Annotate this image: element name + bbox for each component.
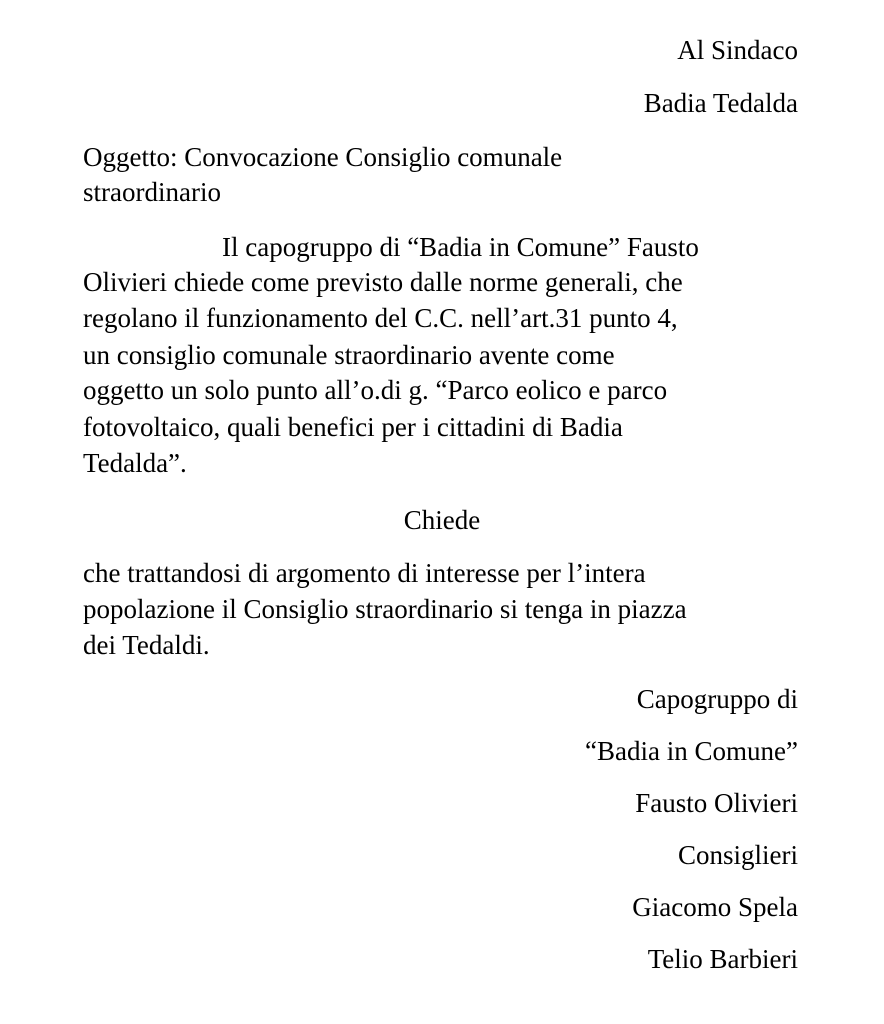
councillor-2: Telio Barbieri: [647, 944, 798, 974]
body-line-3: regolano il funzionamento del C.C. nell’art.31 punto 4,: [83, 303, 678, 333]
subject-line-2: straordinario: [83, 177, 221, 207]
request-line-2: popolazione il Consiglio straordinario si tenga in piazza: [83, 594, 687, 624]
councillor-1: Giacomo Spela: [632, 892, 798, 922]
body-line-7: Tedalda”.: [83, 448, 187, 478]
body-line-1: Il capogruppo di “Badia in Comune” Fausto: [222, 232, 699, 262]
subject-line-1: Oggetto: Convocazione Consiglio comunale: [83, 142, 563, 172]
request-line-3: dei Tedaldi.: [83, 630, 210, 660]
signature-role: Capogruppo di: [636, 684, 798, 714]
body-line-5: oggetto un solo punto all’o.di g. “Parco eolico e parco: [83, 375, 668, 405]
body-line-4: un consiglio comunale straordinario avente come: [83, 340, 615, 370]
request-heading: Chiede: [403, 505, 481, 535]
recipient-line-1: Al Sindaco: [677, 35, 798, 65]
body-line-6: fotovoltaico, quali benefici per i cittadini di Badia: [83, 412, 623, 442]
recipient-line-2: Badia Tedalda: [643, 88, 798, 118]
body-line-2: Olivieri chiede come previsto dalle norme generali, che: [83, 267, 683, 297]
request-line-1: che trattandosi di argomento di interesse per l’intera: [83, 558, 646, 588]
councillors-label: Consiglieri: [678, 840, 798, 870]
signature-name: Fausto Olivieri: [635, 788, 798, 818]
signature-group: “Badia in Comune”: [585, 736, 798, 766]
